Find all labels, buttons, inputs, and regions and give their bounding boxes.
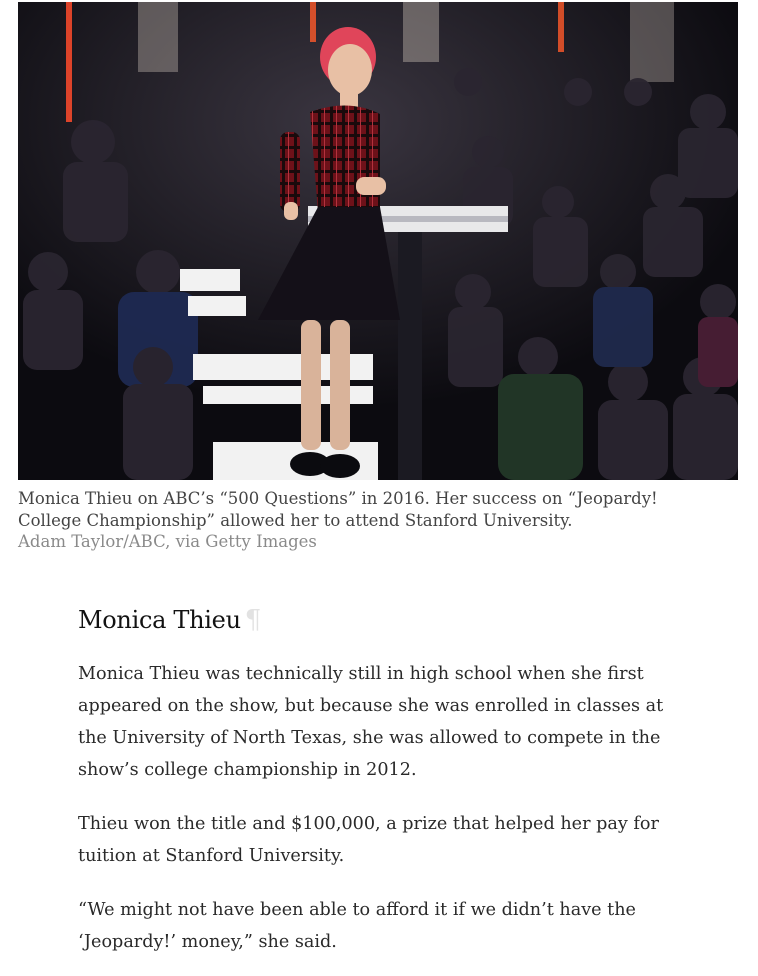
article-section bbox=[78, 602, 688, 958]
pilcrow-anchor-icon[interactable]: ¶ bbox=[244, 605, 261, 635]
section-heading bbox=[78, 602, 688, 638]
paragraph-1: Monica Thieu was technically still in high school when she first appeared on the show, but because she was enrolled in classes at the University of North Texas, she was allowed to compete in the show’s college championship in 2012. bbox=[78, 664, 664, 780]
photo-caption: Monica Thieu on ABC’s “500 Questions” in 2016. Her success on “Jeopardy! College Championship” allowed her to attend Stanford University. bbox=[18, 489, 658, 530]
photo-credit: Adam Taylor/ABC, via Getty Images bbox=[18, 532, 317, 551]
paragraph-2: Thieu won the title and $100,000, a prize that helped her pay for tuition at Stanford University. bbox=[78, 814, 659, 866]
section-heading-text: Monica Thieu bbox=[78, 606, 241, 634]
article-photo bbox=[18, 2, 738, 480]
paragraph-3: “We might not have been able to afford it if we didn’t have the ‘Jeopardy!’ money,” she said. bbox=[78, 900, 636, 952]
